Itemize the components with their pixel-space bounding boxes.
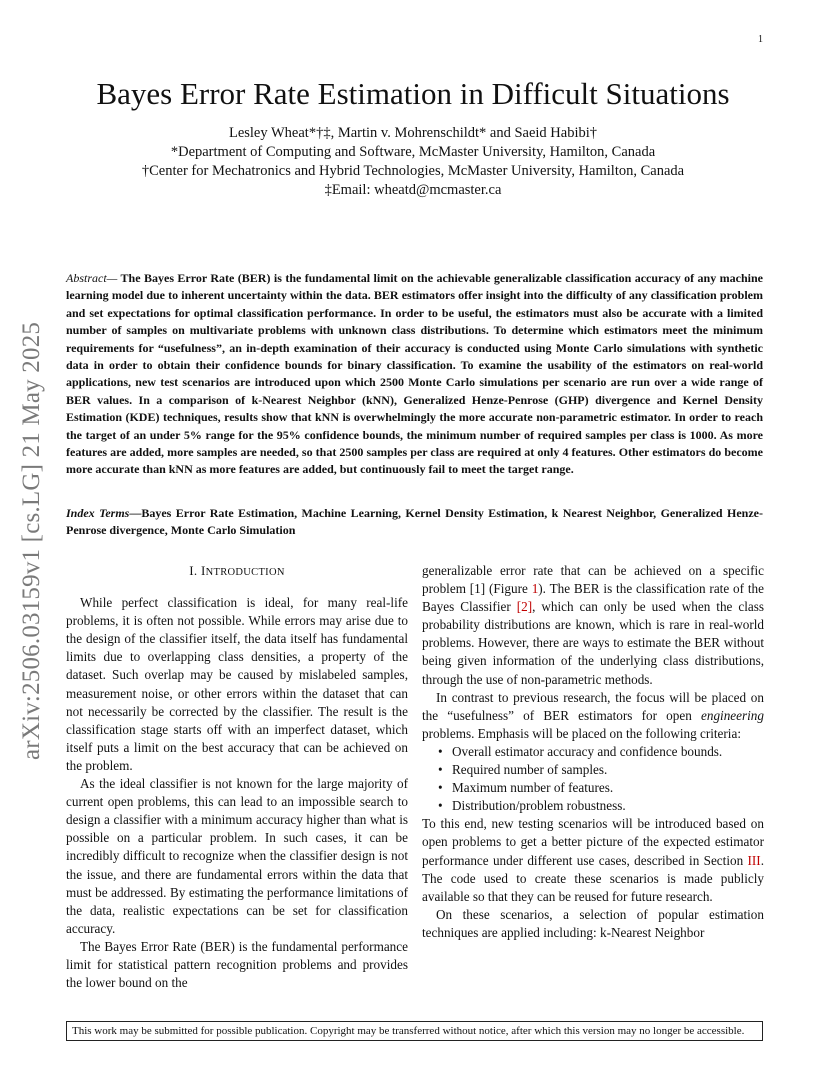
intro-paragraph-4 [422,689,764,743]
intro-paragraph-6: On these scenarios, a selection of popular estimation techniques are applied including: k-Nearest Neighbor [422,906,764,940]
text-run: , which can only be used when the class probability distributions are known, which is rare in real-world problems. However, there are ways to estimate the BER without being given information of the underlying class distributions, through the use of non-parametric methods. [422,599,764,687]
section-numeral: I. [189,563,201,578]
section-initial: I [200,563,206,578]
abstract [66,270,763,479]
bullet-icon: • [438,798,443,814]
list-item-text: Maximum number of features. [452,780,614,796]
index-terms [66,505,763,540]
criteria-list [422,743,764,815]
page-number: 1 [758,34,763,45]
list-item [438,743,764,761]
bullet-icon: • [438,762,443,778]
index-terms-text: —Bayes Error Rate Estimation, Machine Learning, Kernel Density Estimation, k Nearest Neighbor, Generalized Henze-Penrose divergence, Monte Carlo Simulation [66,506,763,538]
list-item-text: Overall estimator accuracy and confidence bounds. [452,743,723,759]
affiliation-1: *Department of Computing and Software, McMaster University, Hamilton, Canada [170,144,656,160]
copyright-notice: This work may be submitted for possible publication. Copyright may be transferred without notice, after which this version may no longer be accessible. [66,1021,763,1041]
text-run: In contrast to previous research, the focus will be placed on the “usefulness” of BER estimators for open [422,689,764,723]
section-title-rest: NTRODUCTION [205,567,285,578]
text-run: generalizable error rate that can be achieved on a specific problem [1] (Figure [422,563,764,597]
bullet-icon: • [438,780,443,796]
text-run: ). The BER is the classification rate of the Bayes Classifier [422,581,764,615]
intro-paragraph-1: While perfect classification is ideal, for many real-life problems, it is often not possible. While errors may arise due to the design of the classifier itself, the data itself has fundamental limits due to overlapping class densities, a property of the dataset. Such overlap may be caused by mislabeled samples, measurement noise, or other errors within the dataset that can not necessarily be corrected by the classifier. The result is the classification stage starts off with an imperfect dataset, which itself puts a limit on the best accuracy that can be achieved on the problem. [66,595,408,773]
affiliation-2: †Center for Mechatronics and Hybrid Technologies, McMaster University, Hamilton, Canada [141,163,685,179]
author-names: Lesley Wheat*†‡, Martin v. Mohrenschildt* and Saeid Habibi† [228,125,598,141]
arxiv-identifier: arXiv:2506.03159v1 [cs.LG] 21 May 2025 [18,321,45,760]
intro-paragraph-3-continued [422,562,764,689]
list-item-text: Required number of samples. [452,762,608,778]
left-column [66,562,408,992]
author-email: ‡Email: wheatd@mcmaster.ca [324,182,502,198]
bullet-icon: • [438,743,443,759]
list-item-text: Distribution/problem robustness. [452,798,626,814]
intro-paragraph-2: As the ideal classifier is not known for the large majority of current open problems, this can lead to an impossible search to design a classifier with a minimum accuracy higher than what is possible on a particular problem. In such cases, it can be incredibly difficult to recognize when the classifier design is not the issue, and there are fundamental errors within the data that must be addressed. By estimating the performance limitations of the data, realistic expectations can be set for classification accuracy. [66,776,408,936]
author-block [60,124,766,200]
index-terms-lead: Index Terms [66,506,130,520]
text-run: To this end, new testing scenarios will be introduced based on open problems to get a better picture of the expected estimator performance under different use cases, described in Section [422,816,764,868]
abstract-text: The Bayes Error Rate (BER) is the fundamental limit on the achievable generalizable classification accuracy of any machine learning model due to inherent uncertainty within the data. BER estimators offer insight into the difficulty of any classification problem and set expectations for optimal classification performance. In order to be useful, the estimators must also be accurate with a limited number of samples on multivariate problems with unknown class distributions. To determine which estimators meet the minimum requirements for “usefulness”, an in-depth examination of their accuracy is conducted using Monte Carlo simulations with synthetic data in order to obtain their confidence bounds for binary classification. To examine the usability of the estimators on real-world applications, new test scenarios are introduced upon which 2500 Monte Carlo simulations per scenario are run over a wide range of BER values. In a comparison of k-Nearest Neighbor (kNN), Generalized Henze-Penrose (GHP) divergence and Kernel Density Estimation (KDE) techniques, results show that kNN is overwhelmingly the more accurate non-parametric estimator. In order to reach the target of an under 5% range for the 95% confidence bounds, the minimum number of required samples per class is 1000. As more features are added, more samples are needed, so that 2500 samples per class are required at only 4 features. Other estimators do become more accurate than kNN as more features are added, but continuously fail to meet the target range. [66,271,763,477]
section-heading-introduction [66,562,408,582]
intro-paragraph-3: The Bayes Error Rate (BER) is the fundamental performance limit for statistical pattern recognition problems and provides the lower bound on the [66,938,408,991]
paper-title: Bayes Error Rate Estimation in Difficult Situations [96,76,730,111]
text-run: . The code used to create these scenarios is made publicly available so that they can be reused for future research. [422,852,764,904]
list-item [438,761,764,779]
figure-link[interactable]: 1 [531,581,539,597]
list-item [438,779,764,797]
section-link[interactable]: III [747,852,761,868]
abstract-lead: Abstract— [66,271,118,285]
intro-paragraph-5 [422,815,764,905]
text-run: problems. Emphasis will be placed on the following criteria: [422,725,741,741]
list-item [438,797,764,815]
citation-link[interactable]: [2] [516,599,533,615]
right-column [422,562,764,942]
emphasis-engineering: engineering [701,707,764,723]
